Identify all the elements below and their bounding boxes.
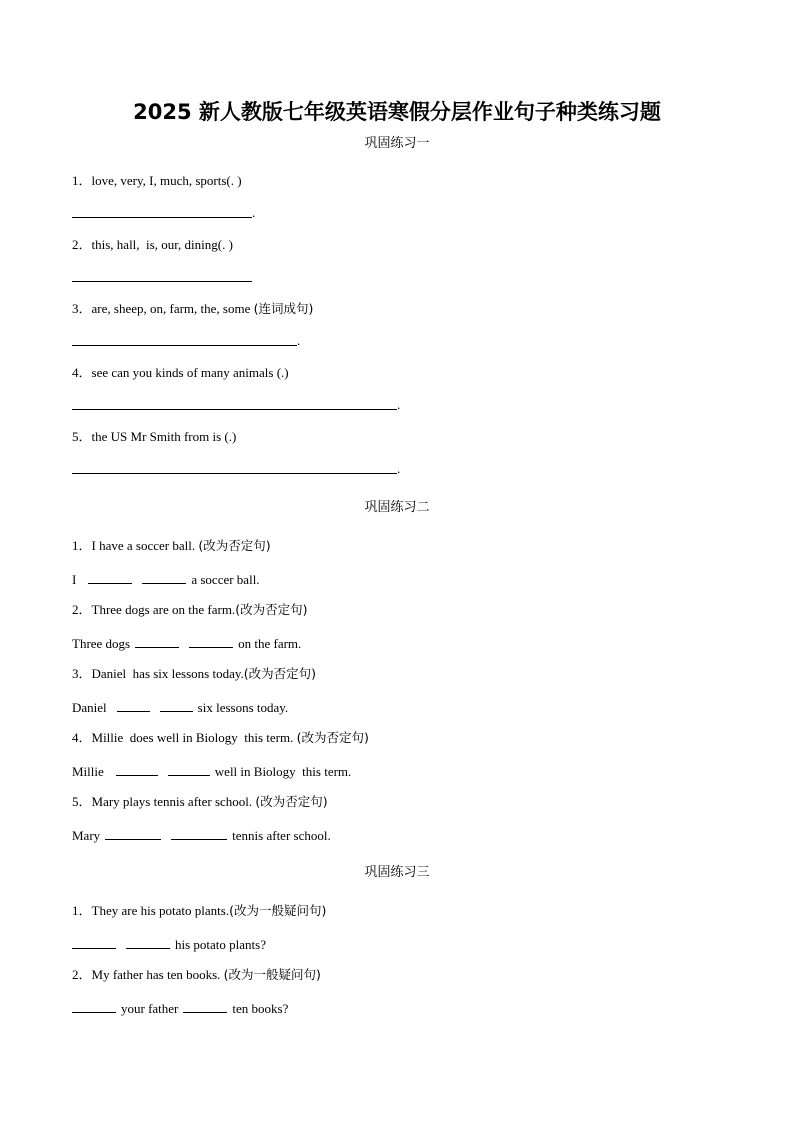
question-3-2: 2．My father has ten books. (改为一般疑问句) bbox=[72, 967, 321, 982]
question-2-1: 1．I have a soccer ball. (改为否定句) bbox=[72, 538, 271, 553]
blank[interactable] bbox=[72, 936, 116, 949]
answer-end-1-4: . bbox=[397, 397, 401, 412]
answer-2-3: Daniel six lessons today. bbox=[72, 700, 289, 715]
section-heading-3: 巩固练习三 bbox=[364, 865, 430, 880]
answer-2-4: Millie well in Biology this term. bbox=[72, 764, 352, 779]
question-1-4: 4．see can you kinds of many animals (.) bbox=[72, 365, 289, 380]
answer-line-1-2[interactable] bbox=[72, 281, 252, 282]
answer-3-2: your father ten books? bbox=[72, 1000, 288, 1017]
answer-2-2: Three dogs on the farm. bbox=[72, 636, 302, 651]
question-2-2: 2．Three dogs are on the farm.(改为否定句) bbox=[72, 602, 308, 617]
blank[interactable] bbox=[142, 571, 186, 584]
answer-end-1-1: . bbox=[252, 205, 256, 220]
blank[interactable] bbox=[168, 763, 210, 776]
question-2-3: 3．Daniel has six lessons today.(改为否定句) bbox=[72, 666, 317, 681]
answer-line-1-1[interactable] bbox=[72, 217, 252, 218]
blank[interactable] bbox=[116, 763, 158, 776]
page-title: 2025 新人教版七年级英语寒假分层作业句子种类练习题 bbox=[133, 100, 661, 124]
blank[interactable] bbox=[117, 699, 150, 712]
blank[interactable] bbox=[135, 635, 179, 648]
question-2-4: 4．Millie does well in Biology this term. (改为否定句) bbox=[72, 730, 369, 745]
blank[interactable] bbox=[126, 936, 170, 949]
section-heading-2: 巩固练习二 bbox=[364, 500, 430, 515]
answer-line-1-4[interactable] bbox=[72, 409, 397, 410]
answer-line-1-3[interactable] bbox=[72, 345, 297, 346]
answer-end-1-5: . bbox=[397, 461, 401, 476]
answer-end-1-3: . bbox=[297, 333, 301, 348]
blank[interactable] bbox=[72, 1000, 116, 1013]
blank[interactable] bbox=[160, 699, 193, 712]
question-1-3: 3．are, sheep, on, farm, the, some (连词成句) bbox=[72, 301, 314, 316]
question-2-5: 5．Mary plays tennis after school. (改为否定句) bbox=[72, 794, 328, 809]
blank[interactable] bbox=[105, 827, 161, 840]
blank[interactable] bbox=[183, 1000, 227, 1013]
answer-2-5: Mary tennis after school. bbox=[72, 828, 331, 843]
blank[interactable] bbox=[189, 635, 233, 648]
question-1-5: 5．the US Mr Smith from is (.) bbox=[72, 429, 237, 444]
answer-line-1-5[interactable] bbox=[72, 473, 397, 474]
blank[interactable] bbox=[171, 827, 227, 840]
question-3-1: 1．They are his potato plants.(改为一般疑问句) bbox=[72, 903, 327, 918]
section-heading-1: 巩固练习一 bbox=[364, 136, 430, 151]
blank[interactable] bbox=[88, 571, 132, 584]
answer-3-1: his potato plants? bbox=[72, 936, 266, 953]
question-1-1: 1．love, very, I, much, sports(. ) bbox=[72, 173, 242, 188]
question-1-2: 2．this, hall, is, our, dining(. ) bbox=[72, 237, 233, 252]
answer-2-1: I a soccer ball. bbox=[72, 572, 260, 587]
